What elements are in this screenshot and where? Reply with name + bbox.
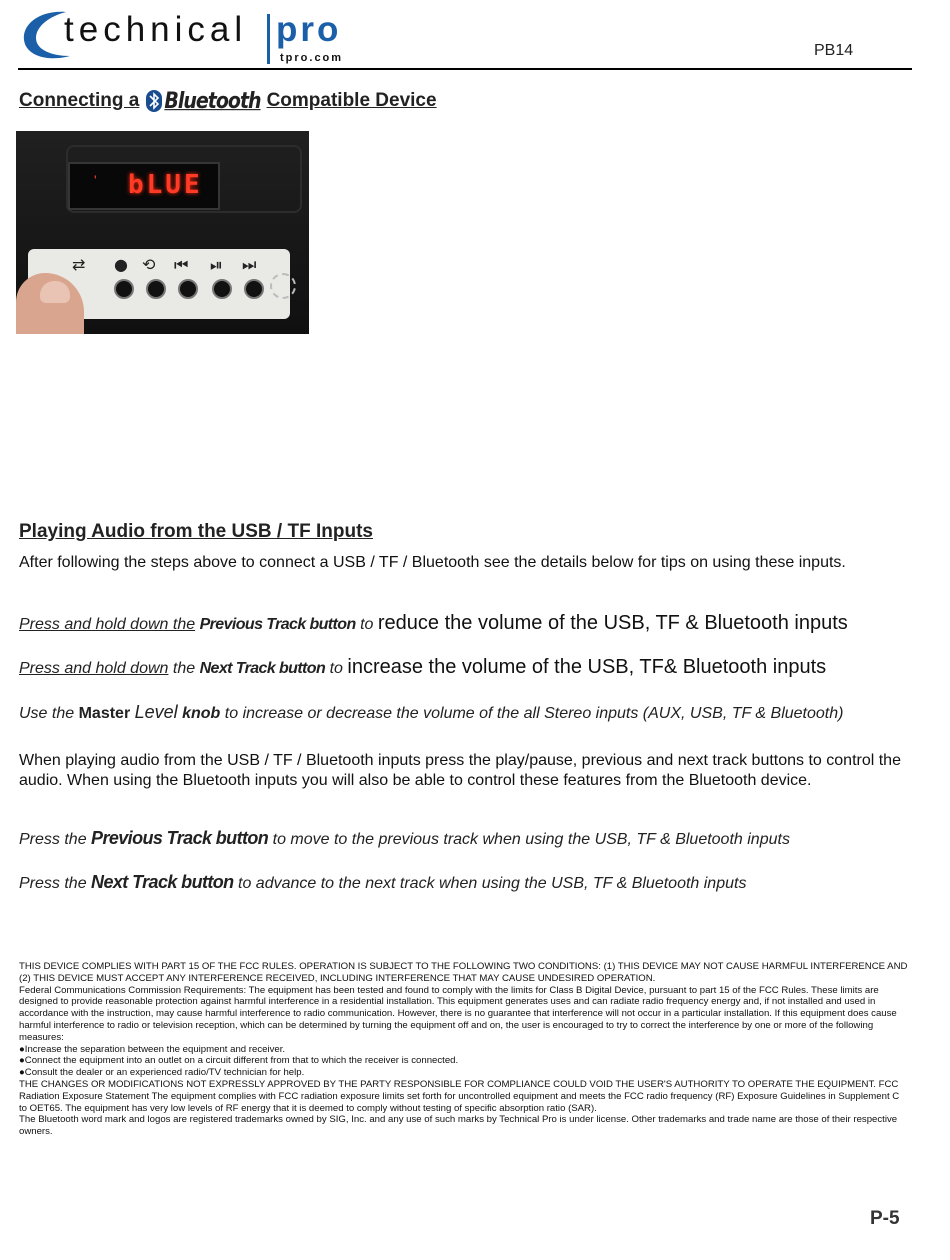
intro-paragraph: After following the steps above to connect a USB / TF / Bluetooth see the details below for tips on using these inputs.: [19, 554, 846, 571]
fcc-requirements: Federal Communications Commission Requirements: The equipment has been tested and found to comply with the limits for Class B Digital Device, pursuant to part 15 of the FCC Rules. These limits are designed to provide reasonable protection against harmful interference in a residential installation. This equipment generates uses and can radiate radio frequency energy and, if not installed and used in accordance with the instruction, may cause harmful interference to radio communication. However, there is no guarantee that interference will not occur in a particular installation. If this equipment does cause harmful interference to radio or television reception, which can be determined by turning the equipment off and on, the user is encouraged to try to correct the interference by one or more of the following measures:: [19, 984, 897, 1043]
logo-divider: [267, 14, 270, 64]
play-pause-icon: ⏯: [210, 255, 223, 274]
led-display-text: bLUE: [128, 170, 203, 200]
fcc-measure: ●Increase the separation between the equipment and receiver.: [19, 1043, 286, 1055]
repeat-icon: ⟲: [142, 255, 156, 274]
instruction-previous-hold: Press and hold down the Previous Track button to reduce the volume of the USB, TF & Bluetooth inputs: [19, 612, 848, 634]
header-divider: [18, 68, 912, 70]
heading-prefix: Connecting a: [19, 90, 140, 111]
bluetooth-wordmark: Bluetooth: [164, 88, 261, 114]
page-number: P-5: [870, 1208, 900, 1229]
bluetooth-logo: [146, 90, 260, 112]
logo-wordmark: technical: [64, 10, 248, 49]
device-button: [178, 279, 198, 299]
fcc-compliance: THIS DEVICE COMPLIES WITH PART 15 OF THE FCC RULES. OPERATION IS SUBJECT TO THE FOLLOWING TWO CONDITIONS: (1) THIS DEVICE MAY NOT CAUSE HARMFUL INTERFERENCE AND (2) THIS DEVICE MUST ACCEPT ANY INTERFERENCE RECEIVED, INCLUDING INTERFERENCE THAT MAY CAUSE UNDESIRED OPERATION.: [19, 961, 908, 984]
fcc-statement: [19, 961, 909, 1138]
previous-icon: ⏮: [174, 255, 189, 274]
ir-sensor: [270, 273, 296, 299]
instruction-next-hold: Press and hold down the Next Track button to increase the volume of the USB, TF& Bluetooth inputs: [19, 656, 827, 678]
device-photo: [16, 131, 309, 334]
bluetooth-icon: [146, 90, 162, 112]
model-number: PB14: [814, 42, 854, 59]
fcc-measure: ●Consult the dealer or an experienced radio/TV technician for help.: [19, 1067, 305, 1079]
trademark-notice: The Bluetooth word mark and logos are registered trademarks owned by SIG, Inc. and any use of such marks by Technical Pro is under license. Other trademarks and trade name are those of their respective owners.: [19, 1114, 898, 1138]
fcc-measure: ●Connect the equipment into an outlet on a circuit different from that to which the receiver is connected.: [19, 1055, 459, 1067]
fingernail: [40, 281, 70, 303]
instruction-previous-track: Press the Previous Track button to move to the previous track when using the USB, TF & Bluetooth inputs: [19, 828, 790, 848]
device-button: [244, 279, 264, 299]
device-button: [212, 279, 232, 299]
logo-pro: pro: [276, 10, 342, 49]
instruction-next-track: Press the Next Track button to advance to the next track when using the USB, TF & Bluetooth inputs: [19, 872, 747, 892]
next-icon: ⏭: [242, 255, 257, 274]
section-heading-connecting: [19, 90, 437, 112]
heading-suffix: Compatible Device: [266, 90, 437, 111]
logo-url: tpro.com: [280, 52, 344, 64]
section-heading-playing-audio: Playing Audio from the USB / TF Inputs: [19, 521, 373, 542]
led-display: ' bLUE: [68, 162, 220, 210]
playback-paragraph: When playing audio from the USB / TF / Bluetooth inputs press the play/pause, previous and next track buttons to control the audio. When using the Bluetooth inputs you will also be able to control these features from the Bluetooth device.: [19, 752, 901, 789]
device-button: [146, 279, 166, 299]
fcc-modifications: THE CHANGES OR MODIFICATIONS NOT EXPRESSLY APPROVED BY THE PARTY RESPONSIBLE FOR COMPLIANCE COULD VOID THE USER'S AUTHORITY TO OPERATE THE EQUIPMENT. FCC Radiation Exposure Statement The equipment complies with FCC radiation exposure limits set forth for uncontrolled equipment and meets the FCC radio frequency (RF) Exposure Guidelines in Supplement C to OET65. The equipment has very low levels of RF energy that it is deemed to comply without testing of specific absorption ratio (SAR).: [19, 1078, 900, 1114]
device-button: [114, 279, 134, 299]
record-icon: ●: [114, 255, 128, 274]
instruction-master-level: Use the Master Level knob to increase or decrease the volume of the all Stereo inputs (AUX, USB, TF & Bluetooth): [19, 702, 844, 722]
mode-icon: ⇄: [72, 255, 86, 274]
